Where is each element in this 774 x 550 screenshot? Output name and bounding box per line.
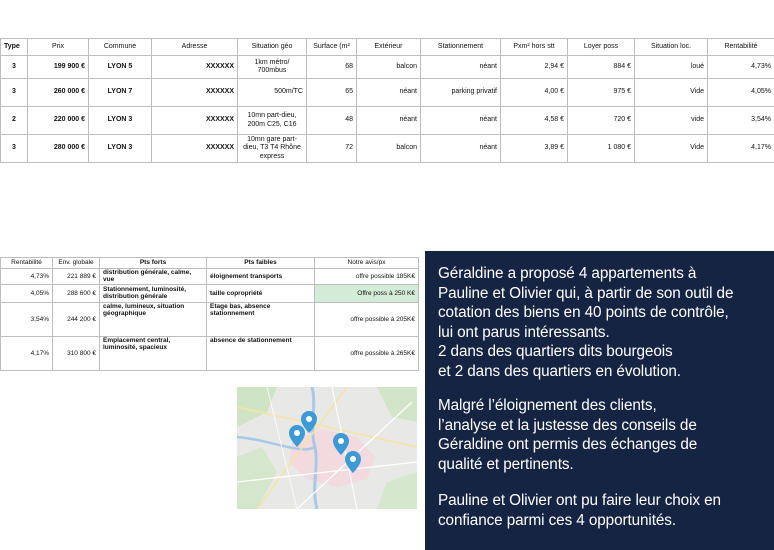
cell-type: 2 xyxy=(1,107,28,135)
table-header-row xyxy=(1,39,774,56)
cell-prix: 280 000 € xyxy=(28,135,89,163)
cell-situation-loc: vide xyxy=(635,107,708,135)
table-header-row xyxy=(1,258,419,269)
cell-pts-forts: Emplacement central, luminosité, spacieux xyxy=(100,336,207,370)
cell-exterieur: balcon xyxy=(357,135,421,163)
header-env-globale: Env. globale xyxy=(53,258,100,269)
cell-loyer: 1 080 € xyxy=(568,135,635,163)
cell-rentabilite: 3,54% xyxy=(1,302,53,336)
cell-exterieur: balcon xyxy=(357,56,421,79)
cell-commune: LYON 3 xyxy=(89,107,152,135)
cell-surface: 68 xyxy=(307,56,357,79)
cell-adresse: XXXXXX xyxy=(152,79,238,107)
header-stationnement: Stationnement xyxy=(421,39,501,56)
cell-pxm2: 4,58 € xyxy=(501,107,568,135)
cell-rentabilite: 4,73% xyxy=(708,56,774,79)
header-commune: Commune xyxy=(89,39,152,56)
cell-type: 3 xyxy=(1,79,28,107)
cell-situation-geo: 10mn part-dieu, 200m C25, C16 xyxy=(238,107,307,135)
table-row xyxy=(1,269,419,285)
table-row xyxy=(1,135,774,163)
cell-situation-geo: 1km métro/ 700mbus xyxy=(238,56,307,79)
cell-rentabilite: 4,17% xyxy=(708,135,774,163)
header-prix: Prix xyxy=(28,39,89,56)
cell-pts-forts: calme, lumineux, situation géographique xyxy=(100,302,207,336)
location-map xyxy=(237,387,417,509)
cell-surface: 72 xyxy=(307,135,357,163)
header-situation-loc: Situation loc. xyxy=(635,39,708,56)
cell-rentabilite: 4,05% xyxy=(1,284,53,302)
cell-adresse: XXXXXX xyxy=(152,135,238,163)
header-type: Type xyxy=(1,39,28,56)
header-pts-forts: Pts forts xyxy=(100,258,207,269)
cell-loyer: 975 € xyxy=(568,79,635,107)
header-pts-faibles: Pts faibles xyxy=(207,258,315,269)
panel-paragraph-1: Géraldine a proposé 4 appartements à Pauline et Olivier qui, à partir de son outil de cotation des biens en 40 points de contrôle, lui ont parus intéressants. 2 dans des quartiers dits bourgeois et 2 dans des quartiers en évolution. xyxy=(438,265,734,380)
table-row xyxy=(1,302,419,336)
cell-prix: 220 000 € xyxy=(28,107,89,135)
header-adresse: Adresse xyxy=(152,39,238,56)
evaluation-table xyxy=(0,257,419,371)
cell-pts-faibles: Etage bas, absence stationnement xyxy=(207,302,315,336)
cell-pts-faibles: éloignement transports xyxy=(207,269,315,285)
header-rentabilite: Rentabilité xyxy=(1,258,53,269)
cell-env-globale: 244 200 € xyxy=(53,302,100,336)
table-row xyxy=(1,79,774,107)
cell-situation-loc: Vide xyxy=(635,135,708,163)
cell-type: 3 xyxy=(1,135,28,163)
header-loyer: Loyer poss xyxy=(568,39,635,56)
cell-situation-geo: 10mn gare part-dieu, T3 T4 Rhône express xyxy=(238,135,307,163)
cell-env-globale: 288 600 € xyxy=(53,284,100,302)
cell-stationnement: néant xyxy=(421,107,501,135)
cell-avis-highlight: Offre poss à 250 K€ xyxy=(315,284,419,302)
cell-type: 3 xyxy=(1,56,28,79)
cell-exterieur: néant xyxy=(357,107,421,135)
header-surface: Surface (m² xyxy=(307,39,357,56)
cell-pxm2: 2,94 € xyxy=(501,56,568,79)
cell-avis: offre possible 185K€ xyxy=(315,269,419,285)
testimonial-panel xyxy=(425,251,774,550)
header-exterieur: Extérieur xyxy=(357,39,421,56)
cell-loyer: 720 € xyxy=(568,107,635,135)
cell-prix: 260 000 € xyxy=(28,79,89,107)
cell-rentabilite: 4,73% xyxy=(1,269,53,285)
cell-pts-forts: Stationnement, luminosité, distribution générale xyxy=(100,284,207,302)
cell-situation-geo: 500m/TC xyxy=(238,79,307,107)
table-row xyxy=(1,56,774,79)
cell-env-globale: 221 889 € xyxy=(53,269,100,285)
cell-stationnement: néant xyxy=(421,56,501,79)
panel-paragraph-3: Pauline et Olivier ont pu faire leur choix en confiance parmi ces 4 opportunités. xyxy=(438,492,721,529)
cell-avis: offre possible à 265K€ xyxy=(315,336,419,370)
table-row xyxy=(1,336,419,370)
cell-commune: LYON 7 xyxy=(89,79,152,107)
cell-prix: 199 900 € xyxy=(28,56,89,79)
map-graphic xyxy=(237,387,417,509)
cell-surface: 65 xyxy=(307,79,357,107)
header-situation-geo: Situation géo xyxy=(238,39,307,56)
header-rentabilite: Rentabilité xyxy=(708,39,774,56)
cell-commune: LYON 5 xyxy=(89,56,152,79)
cell-loyer: 884 € xyxy=(568,56,635,79)
cell-commune: LYON 3 xyxy=(89,135,152,163)
cell-situation-loc: Vide xyxy=(635,79,708,107)
cell-adresse: XXXXXX xyxy=(152,107,238,135)
cell-rentabilite: 4,17% xyxy=(1,336,53,370)
table-row xyxy=(1,284,419,302)
cell-rentabilite: 4,05% xyxy=(708,79,774,107)
cell-adresse: XXXXXX xyxy=(152,56,238,79)
cell-situation-loc: loué xyxy=(635,56,708,79)
cell-pxm2: 4,00 € xyxy=(501,79,568,107)
panel-paragraph-2: Malgré l’éloignement des clients, l’analyse et la justesse des conseils de Géraldine ont permis des échanges de qualité et pertinents. xyxy=(438,397,698,473)
header-pxm2: Pxm² hors stt xyxy=(501,39,568,56)
cell-rentabilite: 3,54% xyxy=(708,107,774,135)
cell-surface: 48 xyxy=(307,107,357,135)
cell-pxm2: 3,89 € xyxy=(501,135,568,163)
table-row xyxy=(1,107,774,135)
cell-avis: offre possible à 205K€ xyxy=(315,302,419,336)
cell-pts-forts: distribution générale, calme, vue xyxy=(100,269,207,285)
cell-pts-faibles: absence de stationnement xyxy=(207,336,315,370)
cell-exterieur: néant xyxy=(357,79,421,107)
cell-stationnement: parking privatif xyxy=(421,79,501,107)
property-comparison-table xyxy=(0,38,774,163)
cell-env-globale: 310 800 € xyxy=(53,336,100,370)
cell-pts-faibles: taille copropriété xyxy=(207,284,315,302)
cell-stationnement: néant xyxy=(421,135,501,163)
header-avis: Notre avis/px xyxy=(315,258,419,269)
